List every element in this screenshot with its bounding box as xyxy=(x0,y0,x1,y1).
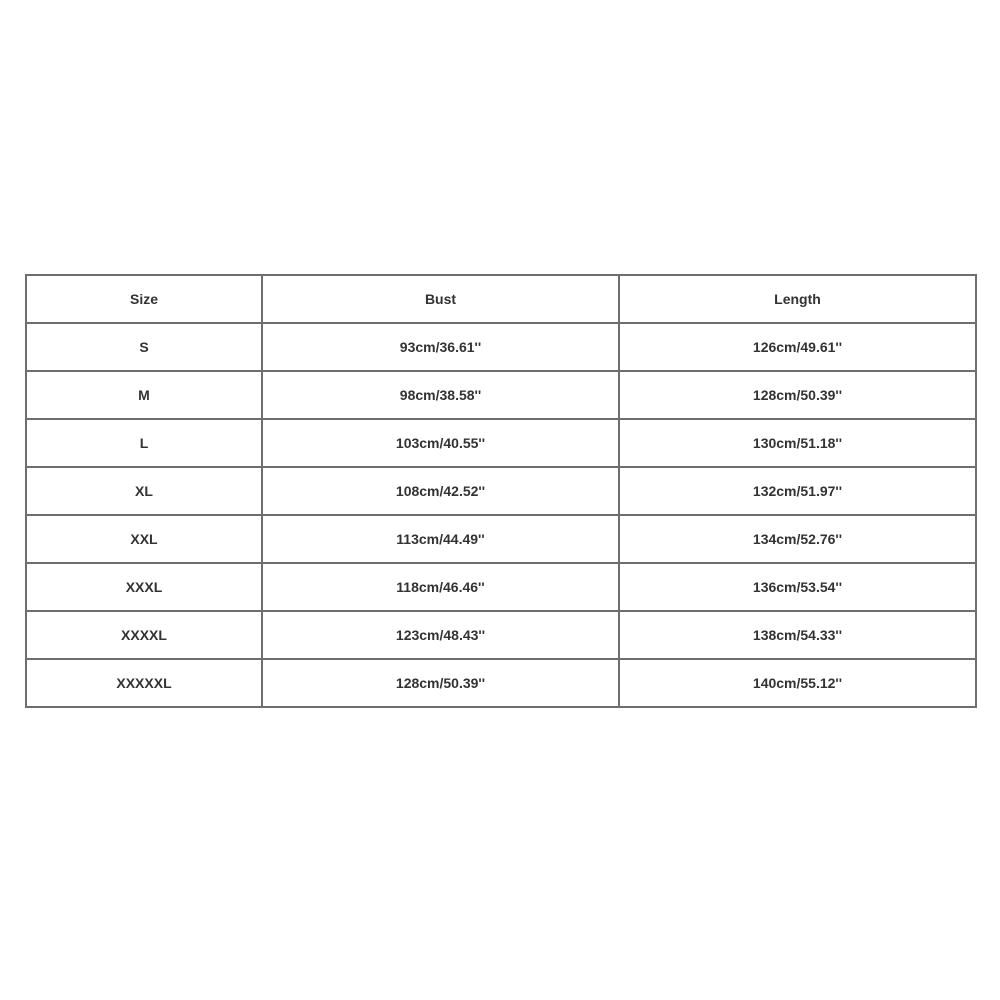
bust-cell: 128cm/50.39'' xyxy=(262,659,619,707)
size-cell: S xyxy=(26,323,262,371)
size-cell: L xyxy=(26,419,262,467)
size-cell: XXL xyxy=(26,515,262,563)
bust-cell: 123cm/48.43'' xyxy=(262,611,619,659)
length-cell: 134cm/52.76'' xyxy=(619,515,976,563)
header-bust: Bust xyxy=(262,275,619,323)
bust-cell: 103cm/40.55'' xyxy=(262,419,619,467)
header-length: Length xyxy=(619,275,976,323)
size-chart-header xyxy=(26,275,976,323)
length-cell: 130cm/51.18'' xyxy=(619,419,976,467)
size-cell: XL xyxy=(26,467,262,515)
header-size: Size xyxy=(26,275,262,323)
size-cell: M xyxy=(26,371,262,419)
table-row xyxy=(26,371,976,419)
length-cell: 132cm/51.97'' xyxy=(619,467,976,515)
bust-cell: 93cm/36.61'' xyxy=(262,323,619,371)
table-row xyxy=(26,323,976,371)
bust-cell: 98cm/38.58'' xyxy=(262,371,619,419)
length-cell: 136cm/53.54'' xyxy=(619,563,976,611)
bust-cell: 118cm/46.46'' xyxy=(262,563,619,611)
size-chart-table xyxy=(25,274,977,708)
size-cell: XXXXXL xyxy=(26,659,262,707)
table-row xyxy=(26,563,976,611)
size-cell: XXXL xyxy=(26,563,262,611)
table-row xyxy=(26,467,976,515)
table-row xyxy=(26,419,976,467)
length-cell: 140cm/55.12'' xyxy=(619,659,976,707)
bust-cell: 113cm/44.49'' xyxy=(262,515,619,563)
length-cell: 128cm/50.39'' xyxy=(619,371,976,419)
size-cell: XXXXL xyxy=(26,611,262,659)
table-row xyxy=(26,659,976,707)
length-cell: 126cm/49.61'' xyxy=(619,323,976,371)
bust-cell: 108cm/42.52'' xyxy=(262,467,619,515)
table-row xyxy=(26,515,976,563)
size-chart-body xyxy=(26,323,976,707)
table-row xyxy=(26,611,976,659)
length-cell: 138cm/54.33'' xyxy=(619,611,976,659)
header-row xyxy=(26,275,976,323)
